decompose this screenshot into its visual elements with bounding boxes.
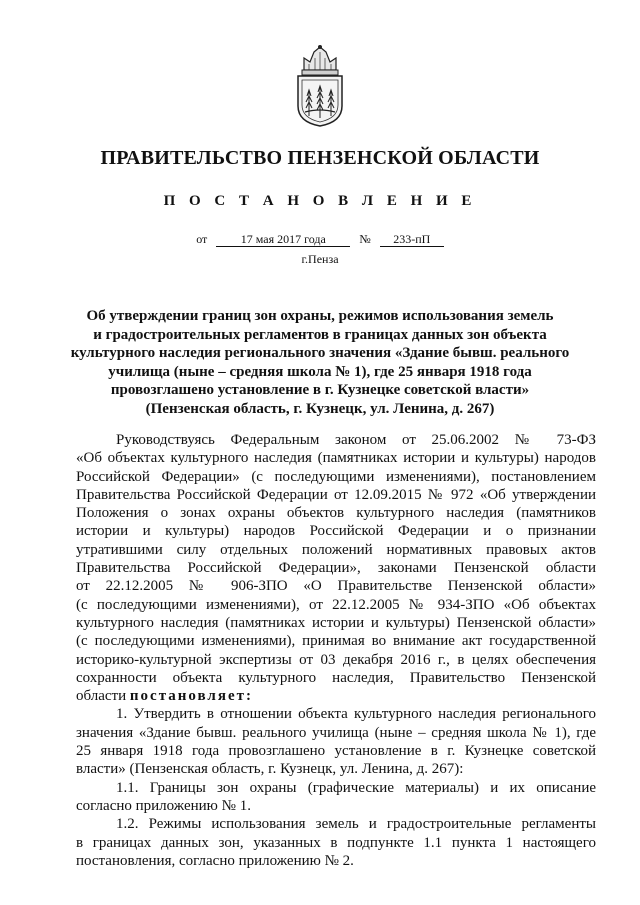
item-1-2-line: 1.2. Режимы использования земель и градостроительные регламенты: [116, 816, 596, 833]
coat-of-arms-icon: [290, 44, 350, 128]
item-1-line: власти» (Пензенская область, г. Кузнецк, ул. Ленина, д. 267):: [76, 761, 464, 778]
item-1-line: значения «Здание бывш. реального училища (ныне – средняя школа № 1), где: [76, 724, 596, 741]
preamble-line: культурного наследия (памятниках истории и культуры) Пензенской области»: [76, 614, 596, 631]
item-1-line: 25 января 1918 года провозглашено установление в г. Кузнецке советской: [76, 743, 596, 760]
preamble-line: историко-культурной экспертизы от 03 декабря 2016 г., в целях обеспечения: [76, 651, 596, 668]
preamble-line: «Об объектах культурного наследия (памятниках истории и культуры) народов: [76, 450, 596, 467]
preamble-line: (с последующими изменениями), от 22.12.2005 № 934-ЗПО «Об объектах: [76, 596, 596, 613]
item-1-line: 1. Утвердить в отношении объекта культурного наследия регионального: [116, 706, 596, 723]
item-1-2-line: постановления, согласно приложению № 2.: [76, 852, 354, 869]
subject-line: и градостроительных регламентов в границах данных зон объекта: [93, 326, 547, 343]
decree-date: 17 мая 2017 года: [216, 233, 350, 247]
number-prefix: №: [359, 232, 371, 246]
document-type: П О С Т А Н О В Л Е Н И Е: [163, 193, 477, 209]
preamble-line: Правительства Российской Федерации от 12.09.2015 № 972 «Об утверждении: [76, 486, 596, 503]
preamble-line: Руководствуясь Федеральным законом от 25.06.2002 № 73-ФЗ: [116, 432, 596, 448]
subject-line: училища (ныне – средняя школа № 1), где 25 января 1918 года: [108, 363, 532, 380]
city: г.Пенза: [301, 252, 339, 266]
subject-line: Об утверждении границ зон охраны, режимов использования земель: [86, 308, 554, 324]
item-1-2-line: в границах данных зон, указанных в подпункте 1.1 пункта 1 настоящего: [76, 834, 596, 851]
preamble-line: Российской Федерации» (с последующими изменениями), постановлением: [76, 468, 596, 485]
subject-line: (Пензенская область, г. Кузнецк, ул. Ленина, д. 267): [145, 400, 495, 417]
date-prefix: от: [196, 232, 208, 246]
subject-line: культурного наследия регионального значения «Здание бывш. реального: [70, 345, 570, 361]
subject-line: провозглашено установление в г. Кузнецке советской власти»: [110, 382, 530, 398]
preamble-line: Правительства Российской Федерации», законами Пензенской области: [76, 560, 596, 577]
preamble-last-line: [76, 687, 596, 705]
date-number-line: [0, 232, 640, 247]
preamble-line: Положения о зонах охраны объектов культурного наследия (памятников: [76, 505, 596, 522]
preamble-line: сохранности объекта культурного наследия, Правительство Пензенской: [76, 669, 596, 686]
preamble-line: истории и культуры) народов Российской Федерации и о признании: [76, 523, 596, 540]
preamble-line: (с последующими изменениями), принимая во внимание акт государственной: [76, 633, 596, 650]
document-body: [76, 431, 596, 870]
item-1-1-line: 1.1. Границы зон охраны (графические материалы) и их описание: [116, 779, 596, 796]
government-title: ПРАВИТЕЛЬСТВО ПЕНЗЕНСКОЙ ОБЛАСТИ: [100, 147, 540, 169]
decree-verb: постановляет:: [129, 688, 253, 705]
preamble-line: от 22.12.2005 № 906-ЗПО «О Правительстве Пензенской области»: [76, 578, 596, 595]
decree-number: 233-пП: [380, 233, 444, 247]
preamble-last-prefix: области: [76, 688, 130, 705]
item-1-1-line: согласно приложению № 1.: [76, 797, 251, 814]
document-subject: [70, 307, 570, 418]
preamble-line: утратившими силу отдельных положений нормативных правовых актов: [76, 541, 596, 558]
